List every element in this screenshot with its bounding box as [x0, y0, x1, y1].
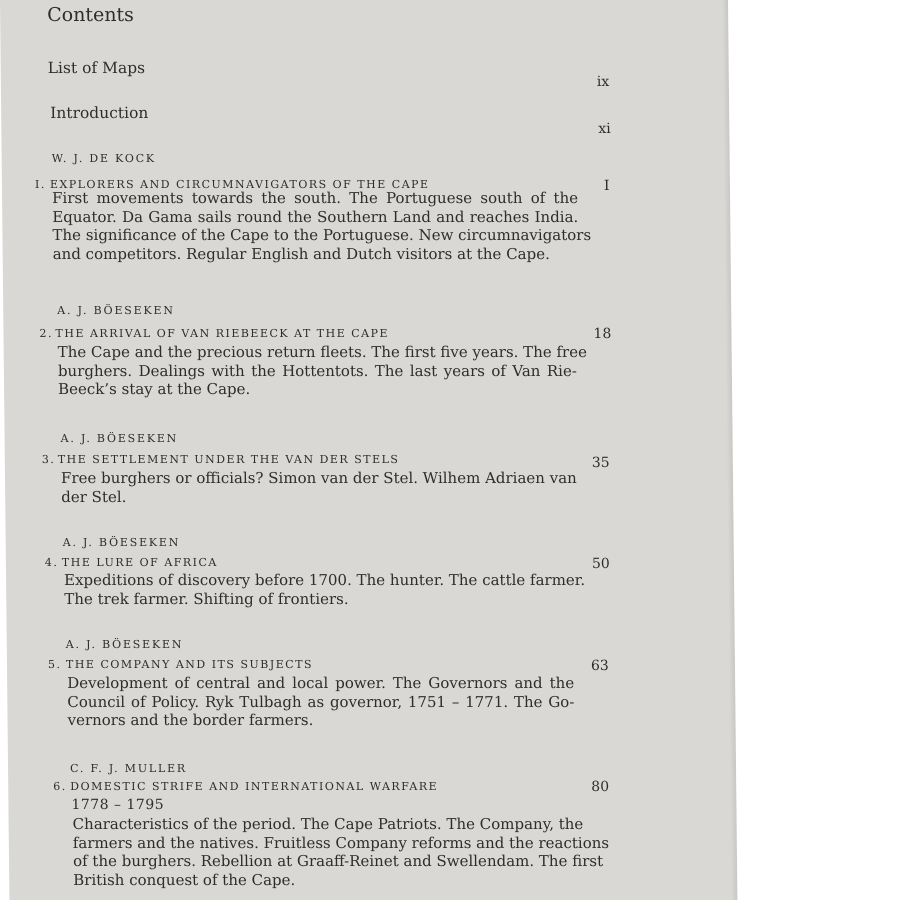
page-edge-shadow — [722, 0, 737, 900]
chapter-5-title: THE COMPANY AND ITS SUBJECTS — [65, 658, 314, 671]
summary-line: Characteristics of the period. The Cape Patriots. The Company, the — [72, 815, 584, 833]
front-matter-page-list-of-maps: ix — [596, 74, 610, 90]
front-matter-page-introduction: xi — [598, 121, 611, 137]
contents-heading: Contents — [47, 4, 134, 26]
chapter-6-number: 6. — [53, 780, 67, 793]
summary-line: Beeck’s stay at the Cape. — [57, 380, 251, 398]
chapter-3-number: 3. — [41, 453, 56, 466]
chapter-6-subtitle: 1778 – 1795 — [71, 797, 165, 813]
chapter-2-author: A. J. BÖESEKEN — [57, 304, 175, 317]
summary-line: der Stel. — [61, 487, 127, 506]
chapter-6-page: 80 — [591, 779, 610, 795]
summary-line: burghers. Dealings with the Hottentots. The last years of Van Rie- — [57, 361, 577, 380]
chapter-1-title: EXPLORERS AND CIRCUMNAVIGATORS OF THE CAPE — [49, 178, 430, 191]
summary-line: farmers and the natives. Fruitless Company reforms and the reactions — [72, 833, 610, 852]
chapter-1-page: I — [603, 178, 610, 194]
summary-line: The Cape and the precious return fleets. The first five years. The free — [57, 343, 588, 361]
summary-line: Council of Policy. Ryk Tulbagh as governor, 1751 – 1771. The Go- — [67, 692, 575, 711]
chapter-3-summary — [61, 469, 575, 506]
summary-line: British conquest of the Cape. — [73, 870, 296, 889]
chapter-1-summary — [51, 189, 592, 263]
chapter-2-page: 18 — [593, 326, 612, 342]
summary-line: Free burghers or officials? Simon van der Stel. Wilhem Adriaen van — [60, 469, 577, 487]
chapter-5-summary — [67, 674, 575, 730]
front-matter-title-introduction: Introduction — [50, 104, 149, 122]
chapter-4-number: 4. — [44, 556, 59, 569]
chapter-3-title: THE SETTLEMENT UNDER THE VAN DER STELS — [57, 453, 400, 466]
chapter-6-title: DOMESTIC STRIFE AND INTERNATIONAL WARFARE — [70, 780, 439, 793]
chapter-3-page: 35 — [591, 455, 610, 471]
summary-line: of the burghers. Rebellion at Graaff-Reinet and Swellendam. The first — [72, 852, 604, 870]
chapter-2-summary — [57, 343, 588, 399]
chapter-1-author: W. J. DE KOCK — [51, 152, 156, 165]
chapter-5-author: A. J. BÖESEKEN — [65, 638, 184, 651]
summary-line: The trek farmer. Shifting of frontiers. — [64, 589, 349, 608]
summary-line: First movements towards the south. The Portuguese south of the — [51, 189, 579, 207]
chapter-4-summary — [63, 571, 586, 608]
chapter-2-title: THE ARRIVAL OF VAN RIEBEECK AT THE CAPE — [55, 327, 390, 340]
chapter-5-page: 63 — [590, 658, 609, 674]
summary-line: vernors and the border farmers. — [67, 711, 314, 729]
chapter-2-number: 2. — [39, 327, 54, 340]
summary-line: and competitors. Regular English and Dutch visitors at the Cape. — [52, 244, 550, 263]
summary-line: Expeditions of discovery before 1700. The hunter. The cattle farmer. — [63, 571, 586, 589]
summary-line: Development of central and local power. The Governors and the — [67, 674, 575, 692]
front-matter-title-list-of-maps: List of Maps — [47, 59, 146, 77]
chapter-6-author: C. F. J. MULLER — [69, 762, 188, 775]
summary-line: The significance of the Cape to the Portuguese. New circumnavigators — [52, 226, 592, 244]
chapter-4-page: 50 — [591, 556, 610, 572]
chapter-4-title: THE LURE OF AFRICA — [61, 556, 218, 569]
chapter-1-number: I. — [34, 178, 46, 191]
chapter-3-author: A. J. BÖESEKEN — [60, 432, 179, 445]
chapter-5-number: 5. — [47, 658, 62, 671]
chapter-4-author: A. J. BÖESEKEN — [62, 536, 181, 549]
chapter-6-summary — [72, 815, 610, 889]
summary-line: Equator. Da Gama sails round the Southern Land and reaches India. — [52, 207, 579, 226]
